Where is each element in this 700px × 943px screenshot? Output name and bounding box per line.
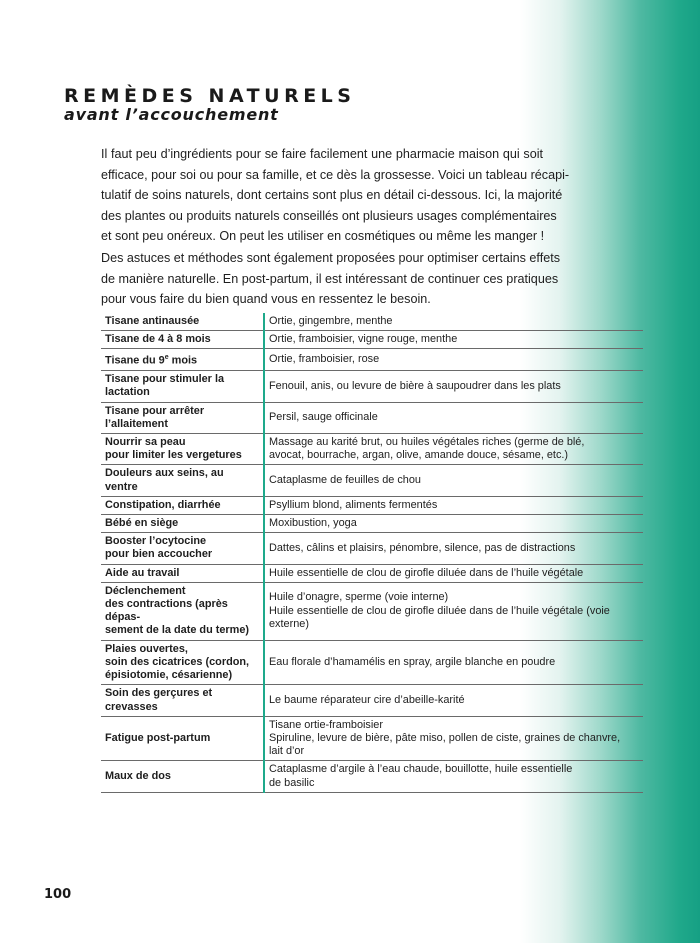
page-title: REMÈDES NATURELS: [64, 85, 356, 107]
remedy-need: [101, 331, 264, 349]
remedy-need: [101, 533, 264, 564]
remedy-need: [101, 349, 264, 371]
remedy-solution-line: Persil, sauge officinale: [269, 411, 378, 424]
remedy-need-line: Aide au travail: [105, 566, 180, 579]
remedy-solution-line: Ortie, framboisier, rose: [269, 353, 380, 366]
remedy-need: [101, 761, 264, 792]
remedy-solution-line: Fenouil, anis, ou levure de bière à saupoudrer dans les plats: [269, 379, 561, 392]
remedy-solution-line: Cataplasme d’argile à l’eau chaude, bouillotte, huile essentielle: [269, 763, 573, 776]
table-row: [101, 349, 643, 371]
table-row: [101, 313, 643, 331]
remedy-solution-line: externe): [269, 617, 309, 630]
remedy-need: [101, 371, 264, 402]
remedy-need-line: Douleurs aux seins, au ventre: [105, 467, 224, 493]
table-row: [101, 515, 643, 533]
remedy-need-line: Tisane antinausée: [105, 315, 200, 327]
remedy-solution-line: Ortie, framboisier, vigne rouge, menthe: [269, 333, 458, 346]
remedy-solution-line: Moxibustion, yoga: [269, 517, 357, 530]
remedy-need-line: Nourrir sa peau: [105, 436, 186, 449]
intro-line: des plantes ou produits naturels conseillés ont plusieurs usages complémentaires: [101, 208, 557, 223]
remedy-solution: [264, 716, 643, 761]
remedy-need: [101, 402, 264, 433]
remedy-need: [101, 496, 264, 514]
remedy-solution: [264, 582, 643, 640]
table-row: [101, 564, 643, 582]
intro-line: tulatif de soins naturels, dont certains sont plus en détail ci-dessous. Ici, la majorité: [101, 188, 563, 203]
remedies-table: [101, 313, 643, 793]
remedy-need: [101, 582, 264, 640]
remedy-solution: [264, 496, 643, 514]
table-row: [101, 640, 643, 685]
remedy-solution-line: Huile d’onagre, sperme (voie interne): [269, 591, 449, 604]
remedy-need-line: sement de la date du terme): [105, 624, 250, 637]
remedy-need-line: Déclenchement: [105, 584, 186, 597]
remedy-need: [101, 465, 264, 496]
remedy-solution-line: Le baume réparateur cire d’abeille-karité: [269, 693, 465, 706]
remedy-solution: [264, 564, 643, 582]
remedy-need-line: lactation: [105, 386, 150, 399]
remedy-need-line: Tisane pour arrêter: [105, 404, 205, 417]
table-row: [101, 402, 643, 433]
remedy-solution: [264, 434, 643, 465]
remedy-solution: [264, 533, 643, 564]
remedy-need: [101, 564, 264, 582]
remedy-need-line: Maux de dos: [105, 769, 171, 782]
remedy-solution-line: Huile essentielle de clou de girofle diluée dans de l’huile végétale: [269, 566, 584, 579]
table-row: [101, 582, 643, 640]
remedy-solution-line: avocat, bourrache, argan, olive, amande douce, sésame, etc.): [269, 449, 569, 462]
remedy-solution-line: Cataplasme de feuilles de chou: [269, 474, 421, 487]
page-subtitle: avant l’accouchement: [64, 105, 279, 124]
remedy-need: [101, 640, 264, 685]
remedy-need: [101, 716, 264, 761]
table-row: [101, 533, 643, 564]
remedy-need-line: l’allaitement: [105, 417, 168, 430]
intro-line: Il faut peu d’ingrédients pour se faire facilement une pharmacie maison qui soit: [101, 147, 543, 161]
remedy-solution-line: Tisane ortie-framboisier: [269, 718, 383, 731]
remedy-need-line: Constipation, diarrhée: [105, 498, 221, 511]
remedy-solution: [264, 371, 643, 402]
remedy-need: [101, 313, 264, 331]
remedy-need-line: Plaies ouvertes,: [105, 642, 188, 655]
remedy-need-line: épisiotomie, césarienne): [105, 669, 233, 682]
remedy-solution-line: Psyllium blond, aliments fermentés: [269, 498, 438, 511]
remedy-need: [101, 685, 264, 716]
remedy-solution: [264, 313, 643, 331]
remedy-need-line: Tisane de 4 à 8 mois: [105, 333, 211, 346]
table-row: [101, 685, 643, 716]
remedy-solution: [264, 402, 643, 433]
remedy-need-line: Fatigue post-partum: [105, 731, 211, 744]
remedy-need-line: Soin des gerçures et crevasses: [105, 687, 213, 713]
remedy-need-text: Tisane du 9: [105, 355, 165, 368]
remedy-solution-line: Ortie, gingembre, menthe: [269, 315, 393, 327]
remedy-solution: [264, 465, 643, 496]
intro-line: et sont peu onéreux. On peut les utiliser en cosmétiques ou même les manger !: [101, 229, 545, 244]
intro-line: efficace, pour soi ou pour sa famille, et ce dès la grossesse. Voici un tableau récapi-: [101, 167, 570, 182]
remedy-solution-line: Spiruline, levure de bière, pâte miso, pollen de ciste, graines de chanvre,: [269, 731, 621, 744]
intro-line: de manière naturelle. En post-partum, il est intéressant de continuer ces pratiques: [101, 271, 559, 286]
remedy-need-line: pour bien accoucher: [105, 548, 213, 561]
intro-paragraph-2: [101, 248, 560, 310]
remedy-need-line: Tisane pour stimuler la: [105, 373, 225, 386]
remedy-solution: [264, 349, 643, 371]
remedy-solution: [264, 331, 643, 349]
remedy-solution-line: Huile essentielle de clou de girofle diluée dans de l’huile végétale (voie: [269, 604, 610, 617]
remedy-solution-line: Dattes, câlins et plaisirs, pénombre, silence, pas de distractions: [269, 541, 576, 554]
table-row: [101, 716, 643, 761]
remedy-solution-line: de basilic: [269, 776, 315, 789]
remedy-solution: [264, 515, 643, 533]
remedy-need-line: soin des cicatrices (cordon,: [105, 655, 250, 668]
page-number: 100: [44, 887, 72, 902]
remedy-need-line: Bébé en siège: [105, 517, 179, 530]
remedy-need-line: Booster l’ocytocine: [105, 535, 207, 548]
table-row: [101, 465, 643, 496]
remedy-need: [101, 515, 264, 533]
intro-paragraph-1: [101, 144, 570, 247]
table-row: [101, 761, 643, 792]
remedy-solution: [264, 685, 643, 716]
remedy-need-line: pour limiter les vergetures: [105, 449, 242, 462]
table-row: [101, 371, 643, 402]
intro-line: Des astuces et méthodes sont également proposées pour optimiser certains effets: [101, 251, 560, 265]
remedy-need: [101, 434, 264, 465]
remedy-solution: [264, 761, 643, 792]
remedy-solution-line: lait d’or: [269, 745, 305, 758]
table-row: [101, 331, 643, 349]
remedy-need-text: e: [164, 354, 169, 362]
remedy-solution: [264, 640, 643, 685]
remedy-need-line: des contractions (après dépas-: [105, 598, 228, 624]
remedy-solution-line: Massage au karité brut, ou huiles végétales riches (germe de blé,: [269, 436, 585, 449]
remedy-solution-line: Eau florale d’hamamélis en spray, argile blanche en poudre: [269, 655, 556, 668]
intro-line: pour vous faire du bien quand vous en ressentez le besoin.: [101, 292, 431, 307]
table-row: [101, 496, 643, 514]
remedy-need-text: mois: [168, 355, 198, 368]
table-row: [101, 434, 643, 465]
